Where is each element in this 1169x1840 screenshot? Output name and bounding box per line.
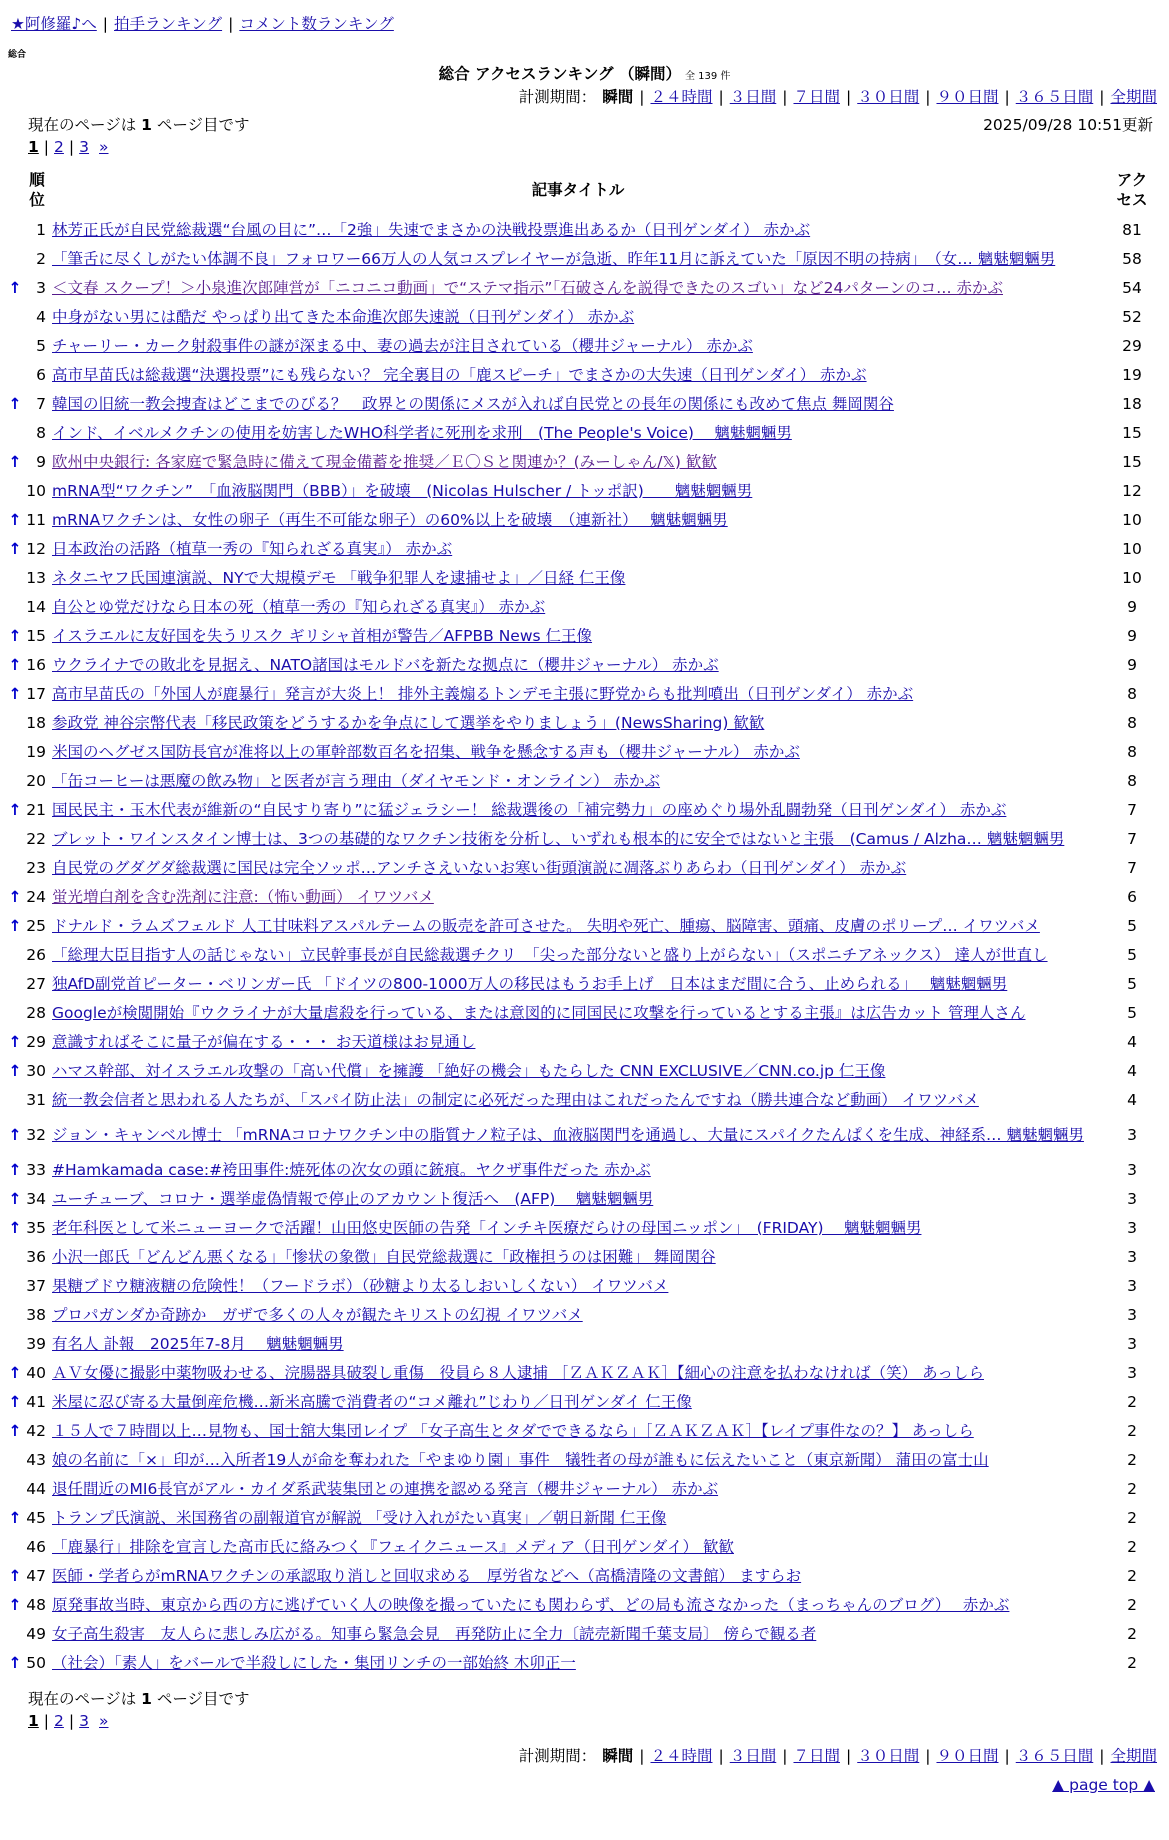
rank-number: 11 (26, 510, 46, 529)
rank-number: 23 (26, 858, 46, 877)
rank-number: 40 (26, 1363, 46, 1382)
table-row (8, 1056, 1160, 1085)
rank-number: 21 (26, 800, 46, 819)
access-count: 8 (1127, 771, 1137, 790)
pager-current-page[interactable]: 1 (28, 138, 39, 156)
article-title-link[interactable]: 「鹿暴行」排除を宣言した高市氏に絡みつく『フェイクニュース』メディア（日刊ゲンダイ） 歓歓 (52, 1537, 734, 1556)
rank-number: 13 (26, 568, 46, 587)
article-title-link[interactable]: 高市早苗氏は総裁選“決選投票”にも残らない？ 完全裏目の「鹿スピーチ」でまさかの大失速（日刊ゲンダイ） 赤かぶ (52, 365, 867, 384)
up-arrow-icon: ↑ (8, 1189, 22, 1208)
rank-number: 14 (26, 597, 46, 616)
table-row (8, 505, 1160, 534)
access-count: 5 (1127, 916, 1137, 935)
access-count: 2 (1127, 1566, 1137, 1585)
period-option-link[interactable]: 全期間 (1110, 88, 1157, 106)
table-row (8, 1474, 1160, 1503)
rank-number: 28 (26, 1003, 46, 1022)
article-title-link[interactable]: ジョン・キャンベル博士 「mRNAコロナワクチン中の脂質ナノ粒子は、血液脳関門を通過し、大量にスパイクたんぱくを生成、神経系… 魑魅魍魎男 (52, 1125, 1084, 1144)
period-option-link[interactable]: ３６５日間 (1015, 1747, 1094, 1765)
access-count: 4 (1127, 1032, 1137, 1051)
rank-number: 26 (26, 945, 46, 964)
up-arrow-icon: ↑ (8, 539, 22, 558)
access-count: 2 (1127, 1508, 1137, 1527)
rank-number: 37 (26, 1276, 46, 1295)
access-count: 8 (1127, 713, 1137, 732)
table-row (8, 679, 1160, 708)
rank-number: 12 (26, 539, 46, 558)
rank-number: 33 (26, 1160, 46, 1179)
table-row (8, 476, 1160, 505)
access-count: 2 (1127, 1421, 1137, 1440)
table-row (8, 1114, 1160, 1155)
table-row (8, 650, 1160, 679)
rank-number: 25 (26, 916, 46, 935)
access-count: 3 (1127, 1276, 1137, 1295)
access-count: 5 (1127, 1003, 1137, 1022)
table-row (8, 766, 1160, 795)
access-count: 15 (1122, 452, 1142, 471)
article-title-link[interactable]: 小沢一郎氏「どんどん悪くなる」「惨状の象徴」自民党総裁選に「政権担うのは困難」 舞岡関谷 (52, 1247, 716, 1266)
rank-number: 45 (26, 1508, 46, 1527)
access-count: 19 (1122, 365, 1142, 384)
rank-number: 32 (26, 1125, 46, 1144)
page-info-top: 現在のページは 1 ページ目です (28, 116, 250, 134)
up-arrow-icon: ↑ (8, 626, 22, 645)
article-title-link[interactable]: トランプ氏演説、米国務省の副報道官が解説 「受け入れがたい真実」／朝日新聞 仁王像 (52, 1508, 667, 1527)
period-option-link[interactable]: ３日間 (729, 1747, 777, 1765)
col-access: アクセス (1116, 171, 1148, 209)
period-option-link[interactable]: ９０日間 (936, 88, 999, 106)
up-arrow-icon: ↑ (8, 684, 22, 703)
access-count: 10 (1122, 568, 1142, 587)
access-count: 5 (1127, 974, 1137, 993)
rank-number: 36 (26, 1247, 46, 1266)
rank-number: 48 (26, 1595, 46, 1614)
pager-top: 1 | 2 | 3 » (28, 138, 109, 156)
article-title-link[interactable]: ＡＶ女優に撮影中薬物吸わせる、浣腸器具破裂し重傷 役員ら８人逮捕 ［ＺＡＫＺＡＫ］【細心の注意を払わなければ（笑） あっしら (52, 1363, 984, 1382)
up-arrow-icon: ↑ (8, 1566, 22, 1585)
table-row (8, 215, 1160, 244)
table-row (8, 1271, 1160, 1300)
access-count: 7 (1127, 858, 1137, 877)
pager-next-link[interactable]: » (99, 1712, 109, 1730)
up-arrow-icon: ↑ (8, 887, 22, 906)
access-count: 2 (1127, 1624, 1137, 1643)
up-arrow-icon: ↑ (8, 394, 22, 413)
article-title-link[interactable]: （社会）「素人」をバールで半殺しにした・集団リンチの一部始終 木卯正一 (52, 1653, 576, 1672)
article-title-link[interactable]: 有名人 訃報 2025年7-8月 魑魅魍魎男 (52, 1334, 344, 1353)
article-title-link[interactable]: 「総理大臣目指す人の話じゃない」立民幹事長が自民総裁選チクリ 「尖った部分ないと盛り上がらない」（スポニチアネックス） 達人が世直し (52, 945, 1048, 964)
rank-number: 1 (36, 220, 46, 239)
table-row (8, 737, 1160, 766)
table-row (8, 1503, 1160, 1532)
pager-next-link[interactable]: » (99, 138, 109, 156)
rank-number: 10 (26, 481, 46, 500)
article-title-link[interactable]: ハマス幹部、対イスラエル攻撃の「高い代償」を擁護 「絶好の機会」もたらした CNN EXCLUSIVE／CNN.co.jp 仁王像 (52, 1061, 886, 1080)
access-count: 7 (1127, 800, 1137, 819)
period-option-link[interactable]: ２４時間 (650, 1747, 713, 1765)
access-count: 81 (1122, 220, 1142, 239)
table-row (8, 563, 1160, 592)
rank-number: 38 (26, 1305, 46, 1324)
rank-number: 50 (26, 1653, 46, 1672)
article-title-link[interactable]: 自公とゆ党だけなら日本の死（植草一秀の『知られざる真実』） 赤かぶ (52, 597, 546, 616)
rank-number: 20 (26, 771, 46, 790)
table-row (8, 1155, 1160, 1184)
article-title-link[interactable]: ブレット・ワインスタイン博士は、3つの基礎的なワクチン技術を分析し、いずれも根本的に安全ではないと主張 (Camus / Alzha… 魑魅魍魎男 (52, 829, 1065, 848)
table-row (8, 360, 1160, 389)
rank-number: 7 (36, 394, 46, 413)
period-selector-top: 計測期間： 瞬間 | ２４時間 | ３日間 | ７日間 | ３０日間 | ９０日間 | ３６５日間 | 全期間 (518, 88, 1157, 106)
access-count: 18 (1122, 394, 1142, 413)
access-count: 2 (1127, 1653, 1137, 1672)
rank-number: 3 (36, 278, 46, 297)
pager-page-link[interactable]: 3 (79, 1712, 90, 1730)
article-title-link[interactable]: 自民党のグダグダ総裁選に国民は完全ソッポ…アンチさえいないお寒い街頭演説に凋落ぶりあらわ（日刊ゲンダイ） 赤かぶ (52, 858, 907, 877)
article-title-link[interactable]: 米国のヘグゼス国防長官が准将以上の軍幹部数百名を招集、戦争を懸念する声も（櫻井ジャーナル） 赤かぶ (52, 742, 800, 761)
article-title-link[interactable]: ドナルド・ラムズフェルド 人工甘味料アスパルテームの販売を許可させた。 失明や死亡、腫瘍、脳障害、頭痛、皮膚のポリープ… イワツバメ (52, 916, 1040, 935)
article-title-link[interactable]: 娘の名前に「×」印が…入所者19人が命を奪われた「やまゆり園」事件 犠牲者の母が誰もに伝えたいこと（東京新聞） 蒲田の富士山 (52, 1450, 989, 1469)
article-title-link[interactable]: 蛍光増白剤を含む洗剤に注意:（怖い動画） イワツバメ (52, 887, 434, 906)
period-current: 瞬間 (602, 1747, 634, 1765)
article-title-link[interactable]: １５人で７時間以上…見物も、国士舘大集団レイプ 「女子高生とタダでできるなら」［ＺＡＫＺＡＫ］【レイプ事件なの？】 あっしら (52, 1421, 974, 1440)
article-title-link[interactable]: 原発事故当時、東京から西の方に逃げていく人の映像を撮っていたにも関わらず、どの局も流さなかった（まっちゃんのブログ） 赤かぶ (52, 1595, 1010, 1614)
rank-number: 27 (26, 974, 46, 993)
clap-ranking-link[interactable]: 拍手ランキング (114, 15, 223, 33)
access-count: 8 (1127, 684, 1137, 703)
access-count: 3 (1127, 1218, 1137, 1237)
rank-number: 24 (26, 887, 46, 906)
table-row (8, 1027, 1160, 1056)
up-arrow-icon: ↑ (8, 452, 22, 471)
table-row (8, 418, 1160, 447)
period-option-link[interactable]: ７日間 (793, 1747, 840, 1765)
article-title-link[interactable]: 退任間近のMI6長官がアル・カイダ系武装集団との連携を認める発言（櫻井ジャーナル） 赤かぶ (52, 1479, 719, 1498)
up-arrow-icon: ↑ (8, 655, 22, 674)
page-title-text: 総合 アクセスランキング （瞬間） (438, 65, 681, 83)
table-row (8, 331, 1160, 360)
table-row (8, 1445, 1160, 1474)
table-row (8, 708, 1160, 737)
pager-page-link[interactable]: 2 (54, 1712, 64, 1730)
access-count: 10 (1122, 539, 1142, 558)
up-arrow-icon: ↑ (8, 1061, 22, 1080)
access-count: 3 (1127, 1125, 1137, 1144)
page-top-link[interactable]: ▲ page top ▲ (1052, 1776, 1155, 1794)
rank-number: 30 (26, 1061, 46, 1080)
access-count: 6 (1127, 887, 1137, 906)
access-count: 29 (1122, 336, 1142, 355)
rank-number: 31 (26, 1090, 46, 1109)
article-title-link[interactable]: 「筆舌に尽くしがたい体調不良」フォロワー66万人の人気コスプレイヤーが急逝、昨年11月に訴えていた「原因不明の持病」 （女… 魑魅魍魎男 (52, 249, 1056, 268)
access-count: 9 (1127, 597, 1137, 616)
table-header (8, 165, 1160, 215)
access-count: 9 (1127, 655, 1137, 674)
table-row (8, 1300, 1160, 1329)
col-rank: 順位 (29, 171, 45, 209)
ranking-table (8, 165, 1160, 1677)
period-selector-bottom: 計測期間： 瞬間 | ２４時間 | ３日間 | ７日間 | ３０日間 | ９０日間 | ３６５日間 | 全期間 (518, 1747, 1157, 1765)
rank-number: 9 (36, 452, 46, 471)
period-option-link[interactable]: ７日間 (793, 88, 840, 106)
pager-current-page[interactable]: 1 (28, 1712, 39, 1730)
col-title: 記事タイトル (531, 181, 625, 199)
period-option-link[interactable]: ９０日間 (936, 1747, 999, 1765)
rank-number: 29 (26, 1032, 46, 1051)
up-arrow-icon: ↑ (8, 1160, 22, 1179)
period-label: 計測期間： (518, 88, 597, 106)
access-count: 4 (1127, 1061, 1137, 1080)
up-arrow-icon: ↑ (8, 1392, 22, 1411)
pager-page-link[interactable]: 3 (79, 138, 90, 156)
rank-number: 44 (26, 1479, 46, 1498)
article-title-link[interactable]: 中身がない男には酷だ やっぱり出てきた本命進次郎失速説（日刊ゲンダイ） 赤かぶ (52, 307, 635, 326)
article-title-link[interactable]: ウクライナでの敗北を見据え、NATO諸国はモルドバを新たな拠点に（櫻井ジャーナル） 赤かぶ (52, 655, 719, 674)
article-title-link[interactable]: #Hamkamada case:#袴田事件:焼死体の次女の頭に銃痕。ヤクザ事件だった 赤かぶ (52, 1160, 651, 1179)
article-title-link[interactable]: 医師・学者らがmRNAワクチンの承認取り消しと回収求める 厚労省などへ（高橋清隆の文書館） ますらお (52, 1566, 802, 1585)
article-title-link[interactable]: ネタニヤフ氏国連演説、NYで大規模デモ 「戦争犯罪人を逮捕せよ」／日経 仁王像 (52, 568, 626, 587)
up-arrow-icon: ↑ (8, 1421, 22, 1440)
table-row (8, 1619, 1160, 1648)
table-row (8, 389, 1160, 418)
up-arrow-icon: ↑ (8, 1653, 22, 1672)
period-option-link[interactable]: 全期間 (1110, 1747, 1157, 1765)
item-count: 全 139 件 (684, 71, 731, 82)
access-count: 7 (1127, 829, 1137, 848)
table-row (8, 1387, 1160, 1416)
pager-bottom: 1 | 2 | 3 » (28, 1712, 109, 1730)
rank-number: 18 (26, 713, 46, 732)
access-count: 2 (1127, 1537, 1137, 1556)
table-row (8, 998, 1160, 1027)
article-title-link[interactable]: 果糖ブドウ糖液糖の危険性！（フードラボ）（砂糖より太るしおいしくない） イワツバメ (52, 1276, 669, 1295)
article-title-link[interactable]: 米屋に忍び寄る大量倒産危機…新米高騰で消費者の“コメ離れ”じわり／日刊ゲンダイ 仁王像 (52, 1392, 692, 1411)
period-option-link[interactable]: ２４時間 (650, 88, 713, 106)
table-row (8, 853, 1160, 882)
rank-number: 17 (26, 684, 46, 703)
article-title-link[interactable]: mRNA型“ワクチン” 「血液脳関門（BBB）」を破壊 (Nicolas Hulscher / トッポ訳) 魑魅魍魎男 (52, 481, 753, 500)
article-title-link[interactable]: 林芳正氏が自民党総裁選“台風の目に”…「2強」失速でまさかの決戦投票進出あるか（日刊ゲンダイ） 赤かぶ (52, 220, 811, 239)
up-arrow-icon: ↑ (8, 1363, 22, 1382)
rank-number: 42 (26, 1421, 46, 1440)
table-row (8, 1358, 1160, 1387)
article-title-link[interactable]: 国民民主・玉木代表が維新の“自民すり寄り”に猛ジェラシー！ 総裁選後の「補完勢力」の座めぐり場外乱闘勃発（日刊ゲンダイ） 赤かぶ (52, 800, 1007, 819)
access-count: 9 (1127, 626, 1137, 645)
table-row (8, 447, 1160, 476)
access-count: 3 (1127, 1305, 1137, 1324)
table-row (8, 795, 1160, 824)
page-title (0, 62, 1169, 84)
table-row (8, 592, 1160, 621)
rank-number: 4 (36, 307, 46, 326)
article-title-link[interactable]: 「缶コーヒーは悪魔の飲み物」と医者が言う理由（ダイヤモンド・オンライン） 赤かぶ (52, 771, 661, 790)
table-row (8, 1561, 1160, 1590)
up-arrow-icon: ↑ (8, 278, 22, 297)
rank-number: 41 (26, 1392, 46, 1411)
article-title-link[interactable]: インド、イベルメクチンの使用を妨害したWHO科学者に死刑を求刑 (The People's Voice) 魑魅魍魎男 (52, 423, 792, 442)
table-row (8, 911, 1160, 940)
up-arrow-icon: ↑ (8, 1218, 22, 1237)
access-count: 54 (1122, 278, 1142, 297)
up-arrow-icon: ↑ (8, 1125, 22, 1144)
category-label: 総合 (8, 50, 27, 60)
access-count: 3 (1127, 1247, 1137, 1266)
access-count: 4 (1127, 1090, 1137, 1109)
pager-page-link[interactable]: 2 (54, 138, 64, 156)
article-title-link[interactable]: 高市早苗氏の「外国人が鹿暴行」発言が大炎上！ 排外主義煽るトンデモ主張に野党からも批判噴出（日刊ゲンダイ） 赤かぶ (52, 684, 914, 703)
rank-number: 8 (36, 423, 46, 442)
article-title-link[interactable]: チャーリー・カーク射殺事件の謎が深まる中、妻の過去が注目されている（櫻井ジャーナル） 赤かぶ (52, 336, 753, 355)
table-row (8, 273, 1160, 302)
rank-number: 6 (36, 365, 46, 384)
article-title-link[interactable]: ユーチューブ、コロナ・選挙虚偽情報で停止のアカウント復活へ (AFP) 魑魅魍魎男 (52, 1189, 654, 1208)
table-row (8, 940, 1160, 969)
access-count: 3 (1127, 1189, 1137, 1208)
table-row (8, 1648, 1160, 1677)
access-count: 58 (1122, 249, 1142, 268)
period-option-link[interactable]: ３日間 (729, 88, 777, 106)
rank-number: 35 (26, 1218, 46, 1237)
rank-number: 2 (36, 249, 46, 268)
up-arrow-icon: ↑ (8, 1032, 22, 1051)
rank-number: 34 (26, 1189, 46, 1208)
table-row (8, 1590, 1160, 1619)
article-title-link[interactable]: 意識すればそこに量子が偏在する・・・ お天道様はお見通し (52, 1032, 476, 1051)
table-row (8, 1329, 1160, 1358)
page-info-bottom: 現在のページは 1 ページ目です (28, 1690, 250, 1708)
table-row (8, 1242, 1160, 1271)
article-title-link[interactable]: ＜文春 スクープ！＞小泉進次郎陣営が「ニコニコ動画」で“ステマ指示”「石破さんを説得できたのスゴい」など24パターンのコ… 赤かぶ (52, 278, 1003, 297)
up-arrow-icon: ↑ (8, 916, 22, 935)
table-row (8, 621, 1160, 650)
table-row (8, 1085, 1160, 1114)
rank-number: 49 (26, 1624, 46, 1643)
period-option-link[interactable]: ３０日間 (857, 1747, 920, 1765)
article-title-link[interactable]: 女子高生殺害 友人らに悲しみ広がる。知事ら緊急会見 再発防止に全力〔読売新聞千葉支局〕 傍らで観る者 (52, 1624, 817, 1643)
rank-number: 16 (26, 655, 46, 674)
up-arrow-icon: ↑ (8, 800, 22, 819)
article-title-link[interactable]: 参政党 神谷宗幣代表「移民政策をどうするかを争点にして選挙をやりましょう」(NewsSharing) 歓歓 (52, 713, 765, 732)
access-count: 12 (1122, 481, 1142, 500)
updated-timestamp: 2025/09/28 10:51更新 (983, 116, 1153, 134)
period-option-link[interactable]: ３０日間 (857, 88, 920, 106)
article-title-link[interactable]: mRNAワクチンは、女性の卵子（再生不可能な卵子）の60%以上を破壊 （連新社） 魑魅魍魎男 (52, 510, 728, 529)
article-title-link[interactable]: イスラエルに友好国を失うリスク ギリシャ首相が警告／AFPBB News 仁王像 (52, 626, 593, 645)
up-arrow-icon: ↑ (8, 1508, 22, 1527)
table-row (8, 1184, 1160, 1213)
article-title-link[interactable]: Googleが検閲開始『ウクライナが大量虐殺を行っている、または意図的に同国民に攻撃を行っているとする主張』は広告カット 管理人さん (52, 1003, 1026, 1022)
comment-ranking-link[interactable]: コメント数ランキング (239, 15, 394, 33)
access-count: 2 (1127, 1392, 1137, 1411)
article-title-link[interactable]: 韓国の旧統一教会捜査はどこまでのびる？ 政界との関係にメスが入れば自民党との長年の関係にも改めて焦点 舞岡関谷 (52, 394, 894, 413)
article-title-link[interactable]: 老年科医として米ニューヨークで活躍！山田悠史医師の告発「インチキ医療だらけの母国ニッポン」 (FRIDAY) 魑魅魍魎男 (52, 1218, 922, 1237)
article-title-link[interactable]: 統一教会信者と思われる人たちが、「スパイ防止法」の制定に必死だった理由はこれだったんですね（勝共連合など動画） イワツバメ (52, 1090, 979, 1109)
access-count: 3 (1127, 1363, 1137, 1382)
access-count: 8 (1127, 742, 1137, 761)
access-count: 52 (1122, 307, 1142, 326)
access-count: 10 (1122, 510, 1142, 529)
table-row (8, 882, 1160, 911)
up-arrow-icon: ↑ (8, 510, 22, 529)
table-row (8, 534, 1160, 563)
rank-number: 22 (26, 829, 46, 848)
access-count: 2 (1127, 1479, 1137, 1498)
rank-number: 19 (26, 742, 46, 761)
rank-number: 5 (36, 336, 46, 355)
table-row (8, 1416, 1160, 1445)
rank-number: 15 (26, 626, 46, 645)
table-row (8, 302, 1160, 331)
access-count: 2 (1127, 1450, 1137, 1469)
rank-number: 39 (26, 1334, 46, 1353)
table-row (8, 824, 1160, 853)
rank-number: 47 (26, 1566, 46, 1585)
table-row (8, 969, 1160, 998)
top-nav: ★阿修羅♪へ | 拍手ランキング | コメント数ランキング (11, 15, 394, 33)
table-row (8, 1213, 1160, 1242)
access-count: 2 (1127, 1595, 1137, 1614)
article-title-link[interactable]: 欧州中央銀行: 各家庭で緊急時に備えて現金備蓄を推奨／Ｅ〇Ｓと関連か？(みーしゃん/𝕏) 歓歓 (52, 452, 717, 471)
rank-number: 43 (26, 1450, 46, 1469)
period-current: 瞬間 (602, 88, 634, 106)
access-count: 3 (1127, 1160, 1137, 1179)
period-label: 計測期間： (518, 1747, 597, 1765)
rank-number: 46 (26, 1537, 46, 1556)
home-link[interactable]: ★阿修羅♪へ (11, 15, 97, 33)
article-title-link[interactable]: プロパガンダか奇跡か ガザで多くの人々が観たキリストの幻視 イワツバメ (52, 1305, 583, 1324)
table-row (8, 244, 1160, 273)
up-arrow-icon: ↑ (8, 1595, 22, 1614)
article-title-link[interactable]: 独AfD副党首ピーター・ベリンガー氏 「ドイツの800-1000万人の移民はもうお手上げ 日本はまだ間に合う、止められる」 魑魅魍魎男 (52, 974, 1008, 993)
access-count: 3 (1127, 1334, 1137, 1353)
article-title-link[interactable]: 日本政治の活路（植草一秀の『知られざる真実』） 赤かぶ (52, 539, 453, 558)
access-count: 5 (1127, 945, 1137, 964)
table-row (8, 1532, 1160, 1561)
access-count: 15 (1122, 423, 1142, 442)
period-option-link[interactable]: ３６５日間 (1015, 88, 1094, 106)
